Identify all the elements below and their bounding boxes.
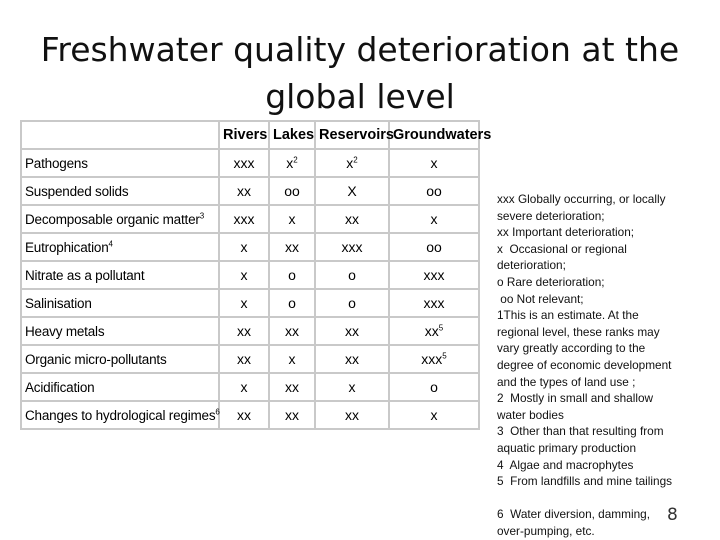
rank-cell: xxx xyxy=(315,233,389,261)
rank-cell: xx xyxy=(315,401,389,429)
rank-cell: xxx xyxy=(389,289,479,317)
table-row xyxy=(21,233,479,261)
note-line xyxy=(497,490,712,507)
table-row xyxy=(21,205,479,233)
rank-cell: xxx xyxy=(389,261,479,289)
rank-cell: xxx$^5$ xyxy=(389,345,479,373)
rank-cell: x xyxy=(219,373,269,401)
rank-cell: xx xyxy=(269,401,315,429)
note-line: regional level, these ranks may xyxy=(497,324,660,339)
rank-cell: oo xyxy=(389,233,479,261)
footnote-marker: 4 xyxy=(108,239,113,248)
note-line: oo Not relevant; xyxy=(497,291,584,306)
rank-cell: oo xyxy=(389,177,479,205)
table-header-row xyxy=(21,121,479,149)
footnote-marker: 2 xyxy=(293,155,298,165)
footnote-marker: 6 xyxy=(215,407,220,416)
header-cell: Rivers xyxy=(219,121,269,149)
rank-cell: xx xyxy=(219,401,269,429)
rank-cell: x xyxy=(389,149,479,177)
page-number: 8 xyxy=(667,505,678,525)
note-line: 1This is an estimate. At the xyxy=(497,308,639,323)
rank-cell: X xyxy=(315,177,389,205)
table-row xyxy=(21,373,479,401)
note-line: o Rare deterioration; xyxy=(497,274,605,289)
note-line: water bodies xyxy=(497,407,564,422)
rank-cell: o xyxy=(269,261,315,289)
footnote-marker: 3 xyxy=(199,211,204,220)
rank-cell: xx xyxy=(219,317,269,345)
rank-cell: xx xyxy=(269,373,315,401)
legend-notes xyxy=(497,191,712,539)
footnote-marker: 2 xyxy=(353,155,358,165)
rank-cell: x xyxy=(389,401,479,429)
note-line: over-pumping, etc. xyxy=(497,523,595,538)
note-line: deterioration; xyxy=(497,258,566,273)
table-row xyxy=(21,289,479,317)
rank-cell: o xyxy=(315,289,389,317)
note-line: xx Important deterioration; xyxy=(497,225,635,240)
table-row xyxy=(21,149,479,177)
note-line: aquatic primary production xyxy=(497,440,637,455)
rank-cell: xxx xyxy=(219,149,269,177)
rank-cell: x xyxy=(219,261,269,289)
header-cell: Lakes xyxy=(269,121,315,149)
header-cell: Reservoirs xyxy=(315,121,389,149)
rank-cell: xx xyxy=(219,345,269,373)
row-label: Organic micro-pollutants xyxy=(21,345,219,373)
rank-cell: xx xyxy=(315,317,389,345)
note-line: 2 Mostly in small and shallow xyxy=(497,391,654,406)
slide-title: Freshwater quality deterioration at the global level xyxy=(40,30,680,116)
row-label: Eutrophication$^4$ xyxy=(21,233,219,261)
note-line: degree of economic development xyxy=(497,357,672,372)
rank-cell: oo xyxy=(269,177,315,205)
note-line: 5 From landfills and mine tailings xyxy=(497,474,673,489)
rank-cell: $xx^5$ xyxy=(389,317,479,345)
rank-cell: x xyxy=(219,233,269,261)
row-label: Suspended solids xyxy=(21,177,219,205)
rank-cell: $x^2$ xyxy=(315,149,389,177)
row-label: Decomposable organic matter$^3$ xyxy=(21,205,219,233)
rank-cell: x xyxy=(269,345,315,373)
table-body xyxy=(21,149,479,429)
rank-cell: x xyxy=(389,205,479,233)
note-line: vary greatly according to the xyxy=(497,341,646,356)
footnote-marker: 5 xyxy=(442,351,447,361)
rank-cell: o xyxy=(269,289,315,317)
note-line: severe deterioration; xyxy=(497,208,605,223)
note-line: xxx Globally occurring, or locally xyxy=(497,192,666,206)
rank-cell: xx xyxy=(315,345,389,373)
note-line: and the types of land use ; xyxy=(497,374,636,389)
rank-cell: o xyxy=(315,261,389,289)
table-row xyxy=(21,345,479,373)
rank-cell: xx xyxy=(269,233,315,261)
table-row xyxy=(21,177,479,205)
rank-cell: xx xyxy=(315,205,389,233)
note-line: x Occasional or regional xyxy=(497,241,627,256)
row-label: Pathogens xyxy=(21,149,219,177)
rank-cell: xxx xyxy=(219,205,269,233)
header-cell-empty xyxy=(21,121,219,149)
note-line: 3 Other than that resulting from xyxy=(497,424,664,439)
rank-cell: x xyxy=(269,205,315,233)
rank-cell: o xyxy=(389,373,479,401)
table-row xyxy=(21,401,479,429)
footnote-marker: 5 xyxy=(438,323,444,333)
row-label: Acidification xyxy=(21,373,219,401)
table-row xyxy=(21,317,479,345)
row-label: Heavy metals xyxy=(21,317,219,345)
table-row xyxy=(21,261,479,289)
row-label: Changes to hydrological regimes$^6$ xyxy=(21,401,219,429)
row-label: Nitrate as a pollutant xyxy=(21,261,219,289)
rank-cell: x xyxy=(219,289,269,317)
note-line: 4 Algae and macrophytes xyxy=(497,457,634,472)
note-line: 6 Water diversion, damming, xyxy=(497,507,650,522)
rank-cell: xx xyxy=(219,177,269,205)
deterioration-table xyxy=(20,120,492,430)
row-label: Salinisation xyxy=(21,289,219,317)
deterioration-table-container xyxy=(20,120,492,456)
rank-cell: $x^2$ xyxy=(269,149,315,177)
header-cell: Groundwaters xyxy=(389,121,479,149)
rank-cell: xx xyxy=(269,317,315,345)
rank-cell: x xyxy=(315,373,389,401)
